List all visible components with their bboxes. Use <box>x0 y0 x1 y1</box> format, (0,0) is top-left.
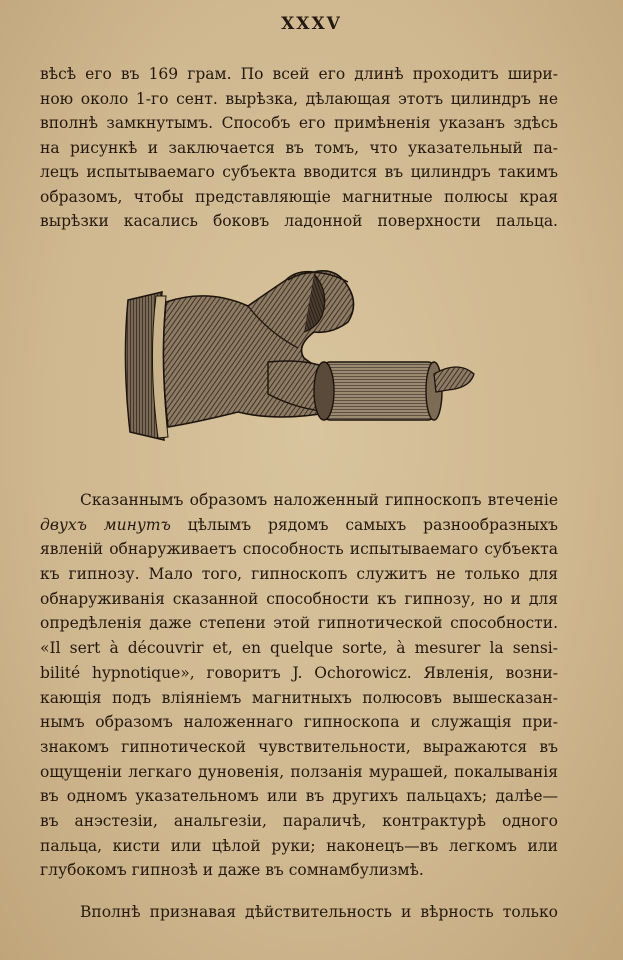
text-line: вырѣзки касались боковъ ладонной поверхности пальца. <box>40 212 558 230</box>
text-line: Вполнѣ признавая дѣйствительность и вѣрность только <box>80 903 558 921</box>
text-line: вѣсѣ его въ 169 грам. По всей его длинѣ проходитъ шири- <box>40 65 558 83</box>
text-line: лецъ испытываемаго субъекта вводится въ цилиндръ такимъ <box>40 163 558 181</box>
text-line: нымъ образомъ наложеннаго гипноскопа и служащія при- <box>40 713 558 732</box>
text-line: обнаруживанія сказанной способности къ гипнозу, но и для <box>40 589 558 608</box>
paragraph-3 <box>40 900 558 925</box>
text-line: bilité hypnotique», говоритъ J. Ochorowicz. Явленія, возни- <box>40 663 558 682</box>
text-line: «Il sert à découvrir et, en quelque sorte, à mesurer la sensi- <box>40 639 558 658</box>
text-line: на рисункѣ и заключается въ томъ, что указательный па- <box>40 138 558 157</box>
text-line: образомъ, чтобы представляющіе магнитные полюсы края <box>40 187 558 206</box>
text-line: пальца, кисти или цѣлой руки; наконецъ—въ легкомъ или <box>40 836 558 855</box>
text-line <box>40 513 558 538</box>
paragraph-1 <box>40 62 558 234</box>
text-line: знакомъ гипнотической чувствительности, выражаются въ <box>40 737 558 756</box>
text-line: явленій обнаруживаетъ способность испытываемаго субъекта <box>40 540 558 559</box>
hand-with-hypnoscope-illustration <box>118 262 478 457</box>
text-line: кающія подъ вліяніемъ магнитныхъ полюсовъ вышесказан- <box>40 688 558 707</box>
text-line: глубокомъ гипнозѣ и даже въ сомнамбулизмѣ. <box>40 861 424 880</box>
text-line: ною около 1-го сент. вырѣзка, дѣлающая этотъ цилиндръ не <box>40 89 558 108</box>
text-line: Сказаннымъ образомъ наложенный гипноскопъ втеченіе <box>80 491 558 509</box>
text-line: къ гипнозу. Мало того, гипноскопъ служитъ не только для <box>40 565 558 584</box>
paragraph-2 <box>40 488 558 883</box>
text-line: въ одномъ указательномъ или въ другихъ пальцахъ; далѣе— <box>40 787 558 806</box>
italic-phrase: двухъ минутъ <box>40 515 171 534</box>
text-line: въ анэстезіи, анальгезіи, параличѣ, контрактурѣ одного <box>40 811 558 830</box>
text-span: цѣлымъ рядомъ самыхъ разнообразныхъ <box>170 515 558 534</box>
text-line: ощущеніи легкаго дуновенія, ползанія мурашей, покалыванія <box>40 762 558 781</box>
text-line: опредѣленія даже степени этой гипнотической способности. <box>40 614 558 633</box>
text-line: вполнѣ замкнутымъ. Способъ его примѣненія указанъ здѣсь <box>40 114 558 132</box>
page-number: XXXV <box>281 14 342 34</box>
